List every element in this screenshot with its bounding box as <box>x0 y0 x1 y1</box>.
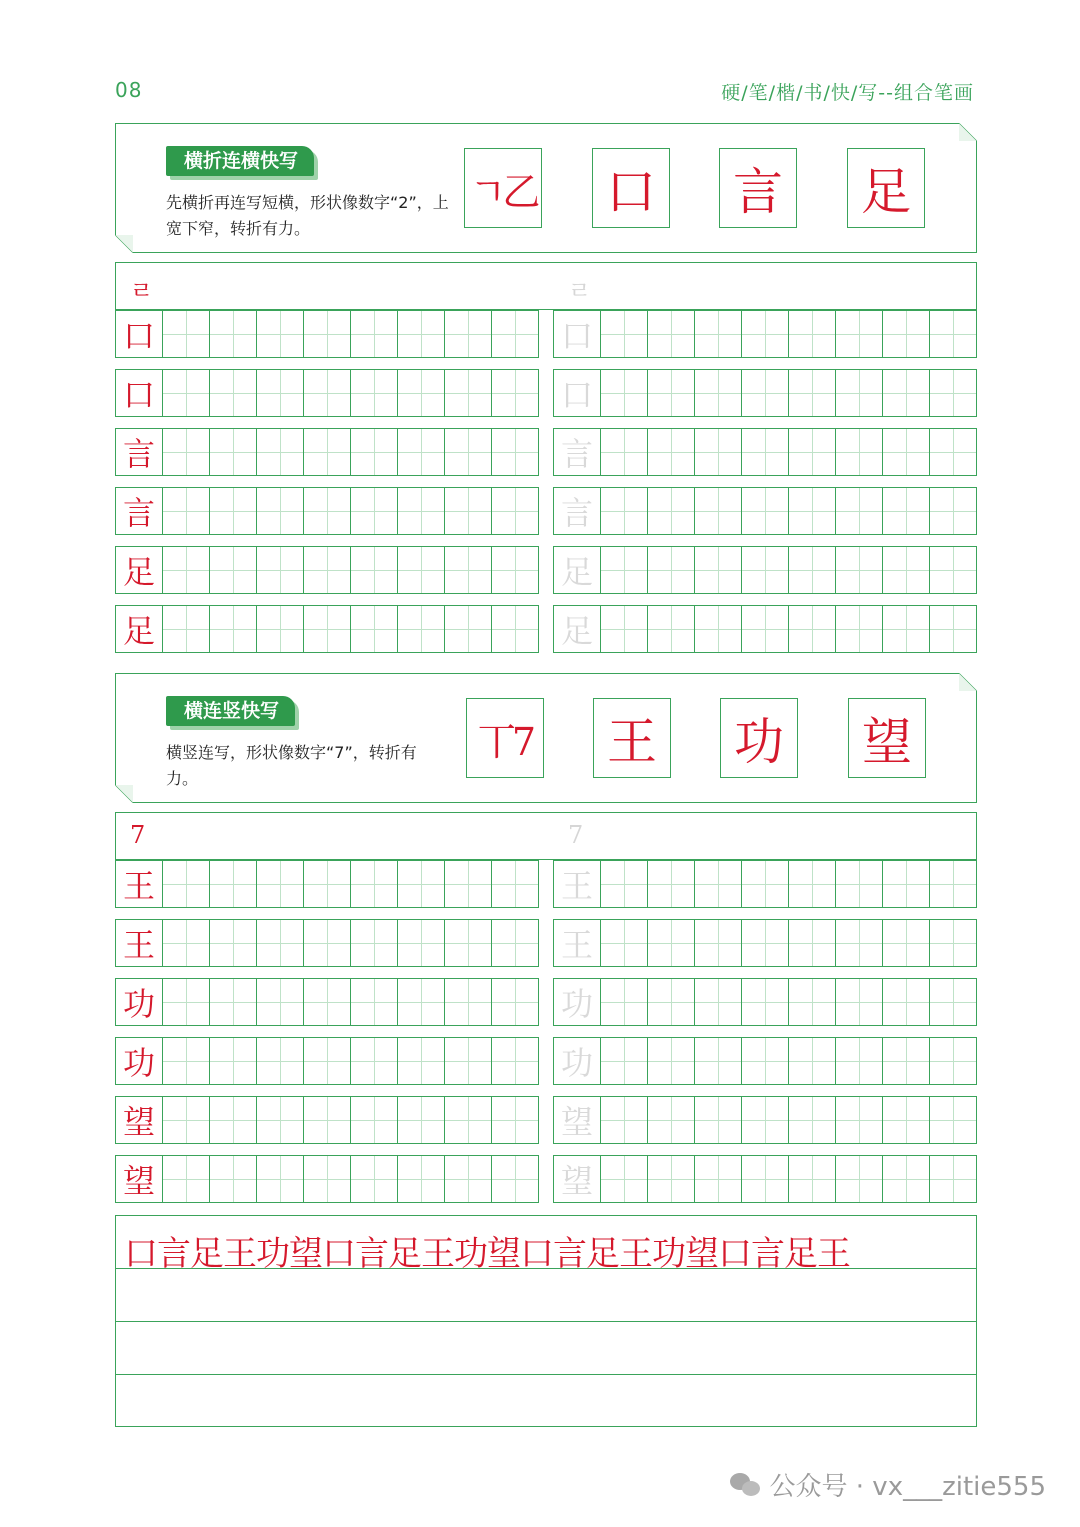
section2-intro-panel <box>115 673 977 803</box>
sample-char: 言 <box>719 148 797 228</box>
practice-cell[interactable] <box>883 429 930 475</box>
page-number: 08 <box>115 78 143 102</box>
practice-grid-right[interactable] <box>553 310 977 358</box>
copy-practice-box[interactable] <box>115 1215 977 1427</box>
practice-cell[interactable] <box>257 606 304 652</box>
model-char-cell[interactable]: 功 <box>116 1038 163 1084</box>
ruled-line <box>116 1374 976 1375</box>
practice-cell[interactable] <box>836 1156 883 1202</box>
practice-cell[interactable] <box>398 606 445 652</box>
practice-grid-left[interactable] <box>115 546 539 594</box>
sample-char: 口 <box>592 148 670 228</box>
practice-cell[interactable] <box>163 1156 210 1202</box>
practice-cell[interactable] <box>742 1156 789 1202</box>
practice-cell[interactable] <box>836 311 883 357</box>
ruled-line <box>116 1321 976 1322</box>
practice-cell[interactable] <box>210 1156 257 1202</box>
corner-fold-decoration <box>115 235 133 253</box>
practice-cell[interactable] <box>210 488 257 534</box>
model-char-cell[interactable]: 口 <box>116 370 163 416</box>
practice-cell[interactable] <box>492 488 538 534</box>
practice-grid-left[interactable] <box>115 428 539 476</box>
practice-cell[interactable] <box>257 1156 304 1202</box>
model-char-cell[interactable]: 言 <box>116 429 163 475</box>
practice-grid-left[interactable] <box>115 1096 539 1144</box>
model-char-cell[interactable]: 口 <box>116 311 163 357</box>
practice-cell[interactable] <box>695 429 742 475</box>
practice-cell[interactable] <box>883 920 930 966</box>
practice-cell[interactable] <box>163 1097 210 1143</box>
practice-cell[interactable] <box>351 861 398 907</box>
model-char-cell[interactable]: 言 <box>116 488 163 534</box>
practice-cell[interactable] <box>163 1038 210 1084</box>
practice-cell[interactable] <box>398 861 445 907</box>
practice-cell[interactable] <box>883 311 930 357</box>
practice-cell[interactable] <box>883 861 930 907</box>
practice-cell[interactable] <box>210 1097 257 1143</box>
practice-cell[interactable] <box>351 1156 398 1202</box>
practice-cell[interactable] <box>398 547 445 593</box>
trace-char-cell[interactable]: 王 <box>554 920 601 966</box>
practice-cell[interactable] <box>836 861 883 907</box>
practice-cell[interactable] <box>930 370 976 416</box>
practice-cell[interactable] <box>304 920 351 966</box>
practice-cell[interactable] <box>163 861 210 907</box>
practice-cell[interactable] <box>789 547 836 593</box>
practice-cell[interactable] <box>695 606 742 652</box>
sample-char: ㄱ乙 <box>464 148 542 228</box>
practice-cell[interactable] <box>742 429 789 475</box>
practice-cell[interactable] <box>445 429 492 475</box>
watermark <box>730 1466 1046 1503</box>
practice-cell[interactable] <box>304 311 351 357</box>
practice-cell[interactable] <box>742 1038 789 1084</box>
practice-cell[interactable] <box>742 311 789 357</box>
trace-char-cell[interactable]: 言 <box>554 488 601 534</box>
practice-cell[interactable] <box>836 370 883 416</box>
practice-cell[interactable] <box>836 547 883 593</box>
practice-cell[interactable] <box>351 370 398 416</box>
practice-grid-left[interactable] <box>115 310 539 358</box>
sample-char: 丅7 <box>466 698 544 778</box>
practice-cell[interactable] <box>351 1097 398 1143</box>
practice-cell[interactable] <box>836 1097 883 1143</box>
practice-cell[interactable] <box>445 606 492 652</box>
trace-char-cell[interactable]: 王 <box>554 861 601 907</box>
practice-grid-left[interactable] <box>115 1155 539 1203</box>
watermark-text: 公众号 · vx___zitie555 <box>769 1472 1046 1502</box>
practice-cell[interactable] <box>351 920 398 966</box>
practice-cell[interactable] <box>445 311 492 357</box>
practice-cell[interactable] <box>492 920 538 966</box>
practice-cell[interactable] <box>742 547 789 593</box>
section2-title-badge: 横连竖快写 <box>166 696 295 726</box>
practice-cell[interactable] <box>163 979 210 1025</box>
practice-cell[interactable] <box>304 429 351 475</box>
practice-cell[interactable] <box>836 1038 883 1084</box>
practice-cell[interactable] <box>930 861 976 907</box>
practice-cell[interactable] <box>695 547 742 593</box>
practice-cell[interactable] <box>304 606 351 652</box>
practice-cell[interactable] <box>648 429 695 475</box>
practice-cell[interactable] <box>930 1038 976 1084</box>
practice-cell[interactable] <box>445 1038 492 1084</box>
copy-model-line: 口言足王功望口言足王功望口言足王功望口言足王 <box>124 1234 850 1274</box>
model-char-cell[interactable]: 足 <box>116 606 163 652</box>
practice-cell[interactable] <box>930 1156 976 1202</box>
practice-grid-left[interactable] <box>115 919 539 967</box>
practice-cell[interactable] <box>304 861 351 907</box>
practice-cell[interactable] <box>210 920 257 966</box>
practice-cell[interactable] <box>601 429 648 475</box>
practice-cell[interactable] <box>163 370 210 416</box>
practice-cell[interactable] <box>257 429 304 475</box>
practice-cell[interactable] <box>492 429 538 475</box>
practice-grid-left[interactable] <box>115 487 539 535</box>
practice-cell[interactable] <box>601 311 648 357</box>
practice-cell[interactable] <box>398 979 445 1025</box>
practice-cell[interactable] <box>210 1038 257 1084</box>
practice-cell[interactable] <box>304 1156 351 1202</box>
practice-cell[interactable] <box>163 429 210 475</box>
practice-cell[interactable] <box>930 429 976 475</box>
trace-char-cell[interactable]: 足 <box>554 547 601 593</box>
practice-cell[interactable] <box>257 861 304 907</box>
model-char-cell[interactable]: 功 <box>116 979 163 1025</box>
practice-cell[interactable] <box>789 311 836 357</box>
practice-cell[interactable] <box>210 861 257 907</box>
practice-cell[interactable] <box>304 488 351 534</box>
practice-cell[interactable] <box>601 606 648 652</box>
practice-cell[interactable] <box>601 920 648 966</box>
practice-cell[interactable] <box>742 488 789 534</box>
practice-cell[interactable] <box>789 488 836 534</box>
practice-cell[interactable] <box>883 606 930 652</box>
trace-char-cell[interactable]: 功 <box>554 979 601 1025</box>
practice-cell[interactable] <box>210 547 257 593</box>
practice-cell[interactable] <box>445 979 492 1025</box>
practice-grid-left[interactable] <box>115 369 539 417</box>
practice-cell[interactable] <box>695 861 742 907</box>
practice-cell[interactable] <box>257 547 304 593</box>
practice-grid-right[interactable] <box>553 978 977 1026</box>
practice-cell[interactable] <box>163 547 210 593</box>
practice-cell[interactable] <box>257 1038 304 1084</box>
practice-grid-left[interactable] <box>115 605 539 653</box>
practice-grid-right[interactable] <box>553 605 977 653</box>
practice-cell[interactable] <box>601 1038 648 1084</box>
practice-cell[interactable] <box>789 920 836 966</box>
practice-cell[interactable] <box>648 488 695 534</box>
practice-cell[interactable] <box>304 1097 351 1143</box>
practice-cell[interactable] <box>492 1038 538 1084</box>
stroke-model: ㄹ <box>130 277 154 305</box>
model-char-cell[interactable]: 足 <box>116 547 163 593</box>
practice-cell[interactable] <box>883 488 930 534</box>
practice-cell[interactable] <box>257 1097 304 1143</box>
practice-cell[interactable] <box>492 1097 538 1143</box>
practice-cell[interactable] <box>695 1097 742 1143</box>
practice-cell[interactable] <box>210 429 257 475</box>
practice-cell[interactable] <box>210 979 257 1025</box>
practice-cell[interactable] <box>445 488 492 534</box>
practice-cell[interactable] <box>601 861 648 907</box>
practice-cell[interactable] <box>492 311 538 357</box>
practice-cell[interactable] <box>163 920 210 966</box>
trace-char-cell[interactable]: 功 <box>554 1038 601 1084</box>
corner-fold-decoration <box>115 785 133 803</box>
sample-char: 王 <box>593 698 671 778</box>
practice-cell[interactable] <box>789 606 836 652</box>
practice-cell[interactable] <box>648 311 695 357</box>
practice-cell[interactable] <box>648 979 695 1025</box>
practice-cell[interactable] <box>789 861 836 907</box>
practice-grid-left[interactable] <box>115 1037 539 1085</box>
practice-cell[interactable] <box>695 1038 742 1084</box>
practice-grid-right[interactable] <box>553 428 977 476</box>
practice-cell[interactable] <box>695 979 742 1025</box>
practice-cell[interactable] <box>930 979 976 1025</box>
practice-cell[interactable] <box>883 1038 930 1084</box>
practice-cell[interactable] <box>789 1097 836 1143</box>
practice-cell[interactable] <box>398 920 445 966</box>
trace-char-cell[interactable]: 望 <box>554 1156 601 1202</box>
practice-cell[interactable] <box>351 488 398 534</box>
section1-description: 先横折再连写短横，形状像数字“2”，上宽下窄，转折有力。 <box>166 193 449 238</box>
practice-cell[interactable] <box>789 370 836 416</box>
practice-cell[interactable] <box>742 606 789 652</box>
practice-cell[interactable] <box>648 861 695 907</box>
model-char-cell[interactable]: 望 <box>116 1097 163 1143</box>
sample-char: 足 <box>847 148 925 228</box>
ruled-line <box>116 1268 976 1269</box>
practice-cell[interactable] <box>351 1038 398 1084</box>
practice-cell[interactable] <box>742 920 789 966</box>
practice-cell[interactable] <box>930 920 976 966</box>
practice-cell[interactable] <box>398 311 445 357</box>
practice-cell[interactable] <box>398 429 445 475</box>
practice-cell[interactable] <box>492 979 538 1025</box>
practice-cell[interactable] <box>836 979 883 1025</box>
practice-cell[interactable] <box>445 1097 492 1143</box>
practice-cell[interactable] <box>492 1156 538 1202</box>
practice-cell[interactable] <box>836 606 883 652</box>
practice-cell[interactable] <box>695 1156 742 1202</box>
practice-cell[interactable] <box>398 1156 445 1202</box>
practice-cell[interactable] <box>304 370 351 416</box>
trace-char-cell[interactable]: 口 <box>554 370 601 416</box>
practice-cell[interactable] <box>789 979 836 1025</box>
practice-cell[interactable] <box>304 547 351 593</box>
practice-cell[interactable] <box>930 547 976 593</box>
practice-cell[interactable] <box>492 861 538 907</box>
sample-char: 功 <box>720 698 798 778</box>
practice-grid-right[interactable] <box>553 1096 977 1144</box>
practice-cell[interactable] <box>648 1038 695 1084</box>
practice-cell[interactable] <box>445 920 492 966</box>
practice-cell[interactable] <box>398 370 445 416</box>
practice-cell[interactable] <box>304 1038 351 1084</box>
stroke-model: 7 <box>130 821 146 849</box>
book-title: 硬/笔/楷/书/快/写--组合笔画 <box>721 82 974 104</box>
practice-cell[interactable] <box>492 606 538 652</box>
practice-cell[interactable] <box>742 1097 789 1143</box>
practice-cell[interactable] <box>257 370 304 416</box>
practice-grid-left[interactable] <box>115 978 539 1026</box>
wechat-icon <box>730 1471 762 1499</box>
practice-grid-right[interactable] <box>553 487 977 535</box>
trace-char-cell[interactable]: 言 <box>554 429 601 475</box>
practice-cell[interactable] <box>351 429 398 475</box>
practice-cell[interactable] <box>836 429 883 475</box>
practice-cell[interactable] <box>257 920 304 966</box>
practice-cell[interactable] <box>257 311 304 357</box>
practice-cell[interactable] <box>351 606 398 652</box>
practice-cell[interactable] <box>883 1156 930 1202</box>
trace-char-cell[interactable]: 口 <box>554 311 601 357</box>
practice-cell[interactable] <box>351 979 398 1025</box>
practice-cell[interactable] <box>601 547 648 593</box>
stroke-practice-row[interactable] <box>115 262 977 310</box>
practice-cell[interactable] <box>398 1097 445 1143</box>
practice-cell[interactable] <box>648 606 695 652</box>
sample-char: 望 <box>848 698 926 778</box>
section1-intro-panel <box>115 123 977 253</box>
practice-grid-right[interactable] <box>553 860 977 908</box>
stroke-trace: 7 <box>568 821 584 849</box>
practice-cell[interactable] <box>257 488 304 534</box>
practice-cell[interactable] <box>930 1097 976 1143</box>
practice-cell[interactable] <box>930 606 976 652</box>
practice-cell[interactable] <box>883 979 930 1025</box>
practice-cell[interactable] <box>648 370 695 416</box>
practice-cell[interactable] <box>210 606 257 652</box>
practice-grid-right[interactable] <box>553 1155 977 1203</box>
trace-char-cell[interactable]: 足 <box>554 606 601 652</box>
practice-cell[interactable] <box>163 606 210 652</box>
section2-description: 横竖连写，形状像数字“7”，转折有力。 <box>166 743 417 788</box>
practice-cell[interactable] <box>210 311 257 357</box>
practice-cell[interactable] <box>789 429 836 475</box>
practice-grid-right[interactable] <box>553 369 977 417</box>
practice-cell[interactable] <box>601 370 648 416</box>
practice-cell[interactable] <box>789 1156 836 1202</box>
practice-grid-right[interactable] <box>553 919 977 967</box>
practice-cell[interactable] <box>398 488 445 534</box>
practice-cell[interactable] <box>883 547 930 593</box>
practice-cell[interactable] <box>695 920 742 966</box>
model-char-cell[interactable]: 王 <box>116 920 163 966</box>
practice-cell[interactable] <box>695 311 742 357</box>
practice-cell[interactable] <box>836 920 883 966</box>
practice-cell[interactable] <box>351 547 398 593</box>
practice-cell[interactable] <box>257 979 304 1025</box>
practice-cell[interactable] <box>930 488 976 534</box>
section1-title-badge: 横折连横快写 <box>166 146 314 176</box>
practice-cell[interactable] <box>742 861 789 907</box>
practice-grid-right[interactable] <box>553 546 977 594</box>
practice-cell[interactable] <box>648 920 695 966</box>
practice-cell[interactable] <box>492 547 538 593</box>
practice-cell[interactable] <box>492 370 538 416</box>
practice-cell[interactable] <box>445 547 492 593</box>
stroke-trace: ㄹ <box>568 277 592 305</box>
practice-cell[interactable] <box>601 1097 648 1143</box>
practice-cell[interactable] <box>695 370 742 416</box>
practice-cell[interactable] <box>648 1156 695 1202</box>
practice-grid-right[interactable] <box>553 1037 977 1085</box>
practice-cell[interactable] <box>601 488 648 534</box>
model-char-cell[interactable]: 望 <box>116 1156 163 1202</box>
practice-cell[interactable] <box>351 311 398 357</box>
practice-cell[interactable] <box>648 547 695 593</box>
practice-cell[interactable] <box>930 311 976 357</box>
practice-cell[interactable] <box>210 370 257 416</box>
corner-fold-decoration <box>959 123 977 141</box>
practice-cell[interactable] <box>601 979 648 1025</box>
practice-cell[interactable] <box>742 370 789 416</box>
practice-cell[interactable] <box>304 979 351 1025</box>
practice-cell[interactable] <box>601 1156 648 1202</box>
practice-cell[interactable] <box>883 1097 930 1143</box>
practice-cell[interactable] <box>789 1038 836 1084</box>
practice-cell[interactable] <box>648 1097 695 1143</box>
practice-cell[interactable] <box>836 488 883 534</box>
practice-cell[interactable] <box>163 311 210 357</box>
practice-cell[interactable] <box>398 1038 445 1084</box>
practice-cell[interactable] <box>445 370 492 416</box>
practice-cell[interactable] <box>445 1156 492 1202</box>
practice-cell[interactable] <box>445 861 492 907</box>
stroke-practice-row[interactable] <box>115 812 977 860</box>
trace-char-cell[interactable]: 望 <box>554 1097 601 1143</box>
practice-cell[interactable] <box>883 370 930 416</box>
practice-cell[interactable] <box>742 979 789 1025</box>
practice-cell[interactable] <box>163 488 210 534</box>
practice-grid-left[interactable] <box>115 860 539 908</box>
corner-fold-decoration <box>959 673 977 691</box>
practice-cell[interactable] <box>695 488 742 534</box>
model-char-cell[interactable]: 王 <box>116 861 163 907</box>
